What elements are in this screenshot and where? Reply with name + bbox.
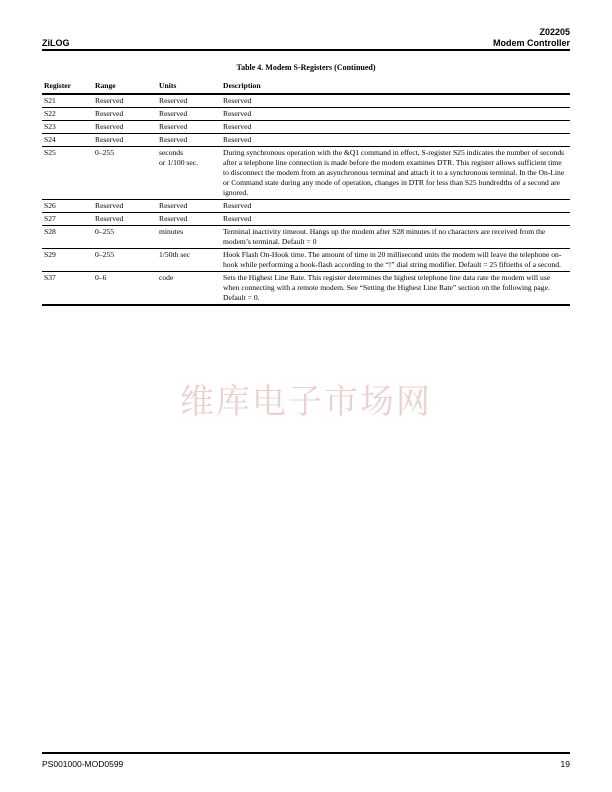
range-cell: Reserved	[93, 94, 157, 108]
document-id: PS001000-MOD0599	[42, 759, 124, 769]
units-cell: Reserved	[157, 200, 221, 213]
range-cell: 0–6	[93, 272, 157, 306]
description-cell: Hook Flash On-Hook time. The amount of time in 20 millisecond units the modem will leave the telephone on-hook while performing a hook-flash according to the “!” dial string modifier. Default = 25 fiftieths of a second.	[221, 249, 570, 272]
description-cell: Reserved	[221, 200, 570, 213]
register-cell: S24	[42, 134, 93, 147]
register-cell: S29	[42, 249, 93, 272]
register-cell: S27	[42, 213, 93, 226]
register-cell: S28	[42, 226, 93, 249]
table-row	[42, 94, 570, 108]
description-cell: Reserved	[221, 213, 570, 226]
table-row	[42, 121, 570, 134]
description-cell: Reserved	[221, 134, 570, 147]
range-cell: Reserved	[93, 121, 157, 134]
description-cell: Reserved	[221, 108, 570, 121]
table-body	[42, 94, 570, 305]
units-cell: Reserved	[157, 108, 221, 121]
description-cell: Sets the Highest Line Rate. This register determines the highest telephone line data rate the modem will use when connecting with a remote modem. See “Setting the Highest Line Rate” section on the following page. Default = 0.	[221, 272, 570, 306]
table-row	[42, 108, 570, 121]
description-cell: Reserved	[221, 94, 570, 108]
footer-rule	[42, 752, 570, 754]
part-number: Z02205	[539, 27, 570, 37]
table-row	[42, 147, 570, 200]
col-header-range: Range	[93, 79, 157, 94]
page-number: 19	[560, 759, 570, 769]
product-name: Modem Controller	[492, 38, 570, 48]
range-cell: Reserved	[93, 134, 157, 147]
table-row	[42, 213, 570, 226]
range-cell: 0–255	[93, 147, 157, 200]
table-row	[42, 249, 570, 272]
description-cell: Terminal inactivity timeout. Hangs up the modem after S28 minutes if no characters are received from the modem’s terminal. Default = 0	[221, 226, 570, 249]
range-cell: 0–255	[93, 249, 157, 272]
col-header-register: Register	[42, 79, 93, 94]
units-cell: Reserved	[157, 213, 221, 226]
units-cell: Reserved	[157, 94, 221, 108]
units-cell: 1/50th sec	[157, 249, 221, 272]
col-header-description: Description	[221, 79, 570, 94]
register-cell: S23	[42, 121, 93, 134]
table-row	[42, 272, 570, 306]
table-title: Table 4. Modem S-Registers (Continued)	[236, 63, 376, 72]
header-right	[493, 27, 570, 49]
description-cell: During synchronous operation with the &Q1 command in effect, S-register S25 indicates the number of seconds after a telephone line connection is made before the modem examines DTR. This register allows sufficient time to disconnect the modem from an asynchronous terminal and attach it to a synchronous terminal. In the On-Line or Command state during any mode of operation, changes in DTR for less than S25 hundredths of a second are ignored.	[221, 147, 570, 200]
s-registers-table	[42, 79, 570, 306]
units-cell: Reserved	[157, 134, 221, 147]
range-cell: Reserved	[93, 108, 157, 121]
register-cell: S26	[42, 200, 93, 213]
units-cell: Reserved	[157, 121, 221, 134]
register-cell: S22	[42, 108, 93, 121]
register-cell: S37	[42, 272, 93, 306]
units-cell: seconds or 1/100 sec.	[157, 147, 221, 200]
table-row	[42, 226, 570, 249]
col-header-units: Units	[157, 79, 221, 94]
table-row	[42, 134, 570, 147]
company-name: ZiLOG	[42, 38, 70, 48]
range-cell: 0–255	[93, 226, 157, 249]
table-header-row	[42, 79, 570, 94]
units-cell: minutes	[157, 226, 221, 249]
register-cell: S25	[42, 147, 93, 200]
range-cell: Reserved	[93, 200, 157, 213]
table-row	[42, 200, 570, 213]
header-rule	[42, 49, 570, 51]
units-cell: code	[157, 272, 221, 306]
range-cell: Reserved	[93, 213, 157, 226]
watermark: 维库电子市场网	[180, 382, 432, 422]
description-cell: Reserved	[221, 121, 570, 134]
register-cell: S21	[42, 94, 93, 108]
